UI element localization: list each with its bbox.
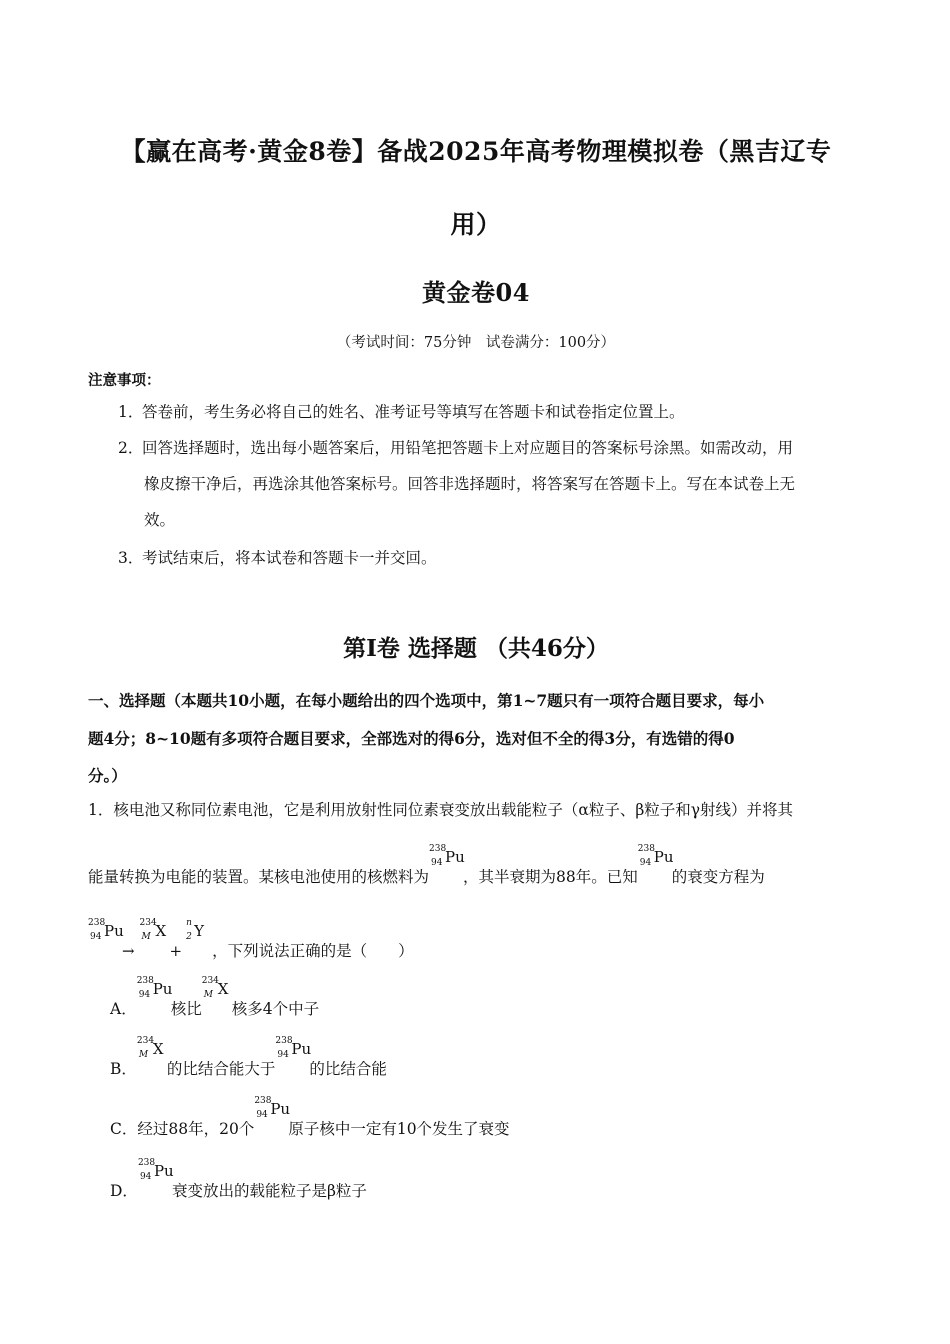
notice-num: 2． xyxy=(118,439,144,457)
option-b[interactable]: B． 234 M X 的比结合能大于 238 94 Pu 的比结合能 xyxy=(110,1036,387,1078)
nuclide-pu: 238 94 Pu xyxy=(275,1036,312,1060)
nuclide-x: 234 M X xyxy=(139,918,167,942)
exam-title-line2: 用） xyxy=(450,210,502,239)
notice-text: 考试结束后，将本试卷和答题卡一并交回。 xyxy=(142,549,437,567)
notice-item-2-line2: 橡皮擦干净后，再选涂其他答案标号。回答非选择题时，将答案写在答题卡上。写在本试卷上无 xyxy=(144,475,796,493)
notice-text: 答卷前，考生务必将自己的姓名、准考证号等填写在答题卡和试卷指定位置上。 xyxy=(142,403,685,421)
exam-title-line1: 【赢在高考·黄金8卷】备战2025年高考物理模拟卷（黑吉辽专 xyxy=(120,137,832,166)
arrow: → xyxy=(122,942,135,960)
notice-item-3 xyxy=(118,540,864,576)
notice-item-2-line3: 效。 xyxy=(144,511,176,529)
q-text: ，下列说法正确的是（ ） xyxy=(212,942,414,960)
nuclide-pu: 238 94 Pu xyxy=(137,1158,174,1182)
section-intro-line3: 分。） xyxy=(88,766,127,785)
nuclide-pu: 238 94 Pu xyxy=(429,844,465,868)
section-intro-line2: 题4分；8~10题有多项符合题目要求，全部选对的得6分，选对但不全的得3分，有选错的得0 xyxy=(88,729,735,748)
nuclide-x: 234 M X xyxy=(136,1036,164,1060)
notice-text: 回答选择题时，选出每小题答案后，用铅笔把答题卡上对应题目的答案标号涂黑。如需改动，用 xyxy=(142,439,794,457)
notice-item-1 xyxy=(118,394,864,430)
nuclide-x: 234 M X xyxy=(201,976,229,1000)
section-title: 第Ⅰ卷 选择题 （共46分） xyxy=(343,635,609,662)
q-text: 能量转换为电能的装置。某核电池使用的核燃料为 xyxy=(88,868,430,886)
nuclide-pu: 238 94 Pu xyxy=(637,844,674,868)
notice-num: 3． xyxy=(118,549,144,567)
nuclide-pu: 238 94 Pu xyxy=(136,976,173,1000)
option-c[interactable]: C．经过88年，20个 238 94 Pu 原子核中一定有10个发生了衰变 xyxy=(110,1096,510,1138)
notice-num: 1． xyxy=(118,403,144,421)
exam-subtitle: 黄金卷04 xyxy=(422,278,530,307)
decay-equation-line xyxy=(88,918,414,961)
question-1-line2 xyxy=(88,844,765,887)
notice-heading: 注意事项： xyxy=(88,372,161,389)
q-text: 的衰变方程为 xyxy=(671,868,765,886)
nuclide-y: n 2 Y xyxy=(186,918,204,942)
plus: + xyxy=(169,942,183,960)
nuclide-pu: 238 94 Pu xyxy=(254,1096,291,1120)
notice-item-2 xyxy=(118,430,864,466)
option-a[interactable]: A． 238 94 Pu 核比 234 M X 核多4个中子 xyxy=(110,976,320,1018)
option-d[interactable]: D． 238 94 Pu 衰变放出的载能粒子是β粒子 xyxy=(110,1158,367,1200)
nuclide-pu: 238 94 Pu xyxy=(88,918,124,942)
exam-info: （考试时间：75分钟 试卷满分：100分） xyxy=(336,335,616,351)
q-text: ，其半衰期为88年。已知 xyxy=(463,868,638,886)
question-1-line1: 1．核电池又称同位素电池，它是利用放射性同位素衰变放出载能粒子（α粒子、β粒子和γ射线）并将其 xyxy=(88,801,794,819)
section-intro-line1: 一、选择题（本题共10小题，在每小题给出的四个选项中，第1~7题只有一项符合题目要求，每小 xyxy=(88,691,765,710)
